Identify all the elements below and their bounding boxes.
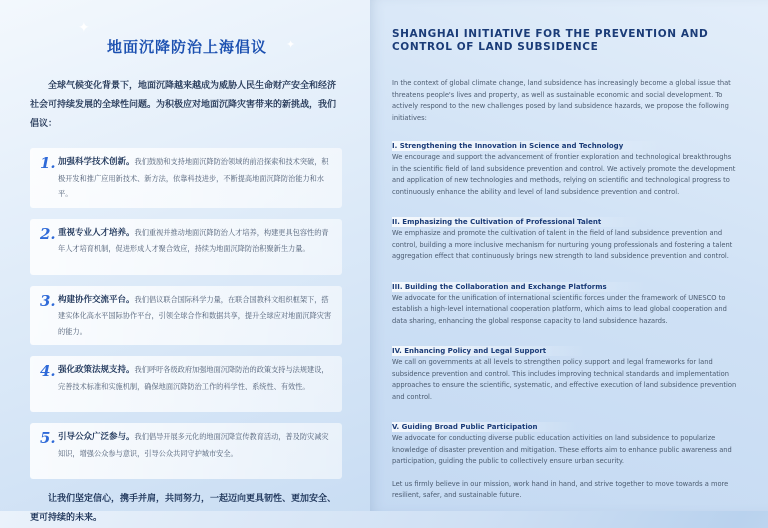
item-text xyxy=(58,225,332,257)
section-heading: II. Emphasizing the Cultivation of Professional Talent xyxy=(392,217,641,227)
section-heading: IV. Enhancing Policy and Legal Support xyxy=(392,346,586,356)
intro-paragraph-en: In the context of global climate change, land subsidence has increasingly become a global issue that threatens people's lives and property, as well as sustainable economic and social development. To actively respond to the new challenges posed by land subsidence hazards, we propose the following initiatives: xyxy=(392,79,731,122)
item-body: 我们倡议联合国际科学力量，在联合国教科文组织框架下，搭建实体化高水平国际协作平台，引领全球合作和数据共享，提升全球应对地面沉降灾害的能力。 xyxy=(58,294,332,336)
initiative-card xyxy=(30,148,342,208)
sparkle-icon: ✦ xyxy=(286,38,296,51)
item-body: 我们倡导开展多元化的地面沉降宣传教育活动，普及防灾减灾知识，增强公众参与意识，引导公众共同守护城市安全。 xyxy=(58,432,329,458)
initiative-card xyxy=(30,423,342,479)
closing-paragraph-cn: 让我们坚定信心，携手并肩，共同努力，一起迈向更具韧性、更加安全、更可持续的未来。 xyxy=(30,494,337,523)
item-body: 我们鼓励和支持地面沉降防治领域的前沿探索和技术突破，积极开发和推广应用新技术、新方法，依靠科技进步，不断提高地面沉降防治能力和水平。 xyxy=(58,157,329,198)
item-text xyxy=(58,292,332,340)
initiative-section xyxy=(392,274,738,328)
intro-paragraph-cn: 全球气候变化背景下，地面沉降越来越成为威胁人民生命财产安全和经济社会可持续发展的全球性问题。为积极应对地面沉降灾害带来的新挑战，我们倡议： xyxy=(30,81,337,129)
section-heading: I. Strengthening the Innovation in Science and Technology xyxy=(392,141,663,151)
section-heading: V. Guiding Broad Public Participation xyxy=(392,422,578,432)
initiative-card xyxy=(30,219,342,275)
item-number: 1. xyxy=(40,154,56,172)
page-title-cn: 地面沉降防治上海倡议 xyxy=(106,38,267,56)
item-body: 我们重视并推动地面沉降防治人才培养，构建更具包容性的青年人才培育机制，促进形成人才聚合效应，持续为地面沉降防治积聚新生力量。 xyxy=(58,227,329,253)
item-number: 5. xyxy=(40,429,56,447)
item-heading: 构建协作交流平台。 xyxy=(58,294,135,305)
item-number: 2. xyxy=(40,224,56,243)
item-body: 我们呼吁各级政府加强地面沉降防治的政策支持与法规建设，完善技术标准和实施机制，确保地面沉降防治工作的科学性、系统性、有效性。 xyxy=(58,365,329,391)
item-heading: 加强科学技术创新。 xyxy=(58,157,135,167)
initiative-list-en xyxy=(392,133,738,468)
initiative-section xyxy=(392,209,738,263)
item-heading: 强化政策法规支持。 xyxy=(58,365,135,375)
english-page xyxy=(370,0,768,511)
section-heading: III. Building the Collaboration and Exchange Platforms xyxy=(392,282,647,292)
item-number: 4. xyxy=(40,362,56,380)
section-body: We call on governments at all levels to strengthen policy support and legal frameworks for land subsidence prevention and control. This includes improving technical standards and implementation approaches to ensure the scientific, systematic, and effective execution of land subsidence prevention and control. xyxy=(392,358,737,401)
chinese-page xyxy=(0,0,370,523)
item-text xyxy=(58,429,332,461)
closing-paragraph-en: Let us firmly believe in our mission, work hand in hand, and strive together to move towards a more resilient, safer, and sustainable future. xyxy=(392,479,729,499)
initiative-card xyxy=(30,286,342,346)
initiative-list-cn xyxy=(30,148,344,479)
item-heading: 重视专业人才培养。 xyxy=(58,227,135,238)
sparkle-icon: ✦ xyxy=(78,20,90,36)
initiative-section xyxy=(392,414,738,468)
section-body: We advocate for the unification of international scientific forces under the framework of UNESCO to establish a high-level international cooperation platform, which aims to lead global cooperation and data sharing, enhancing the global response capacity to land subsidence hazards. xyxy=(392,293,727,325)
page-title-en xyxy=(392,28,738,54)
initiative-card xyxy=(30,356,342,412)
item-text xyxy=(58,154,332,202)
item-number: 3. xyxy=(40,291,56,310)
initiative-section xyxy=(392,338,738,403)
section-body: We emphasize and promote the cultivation of talent in the field of land subsidence prevention and control, building a more inclusive mechanism for nurturing young professionals and fostering a talent aggregation effect that continuously brings new strength to land subsidence prevention and control. xyxy=(392,229,733,260)
item-text xyxy=(58,362,332,394)
initiative-section xyxy=(392,133,738,198)
item-heading: 引导公众广泛参与。 xyxy=(58,432,135,442)
title-line-1: SHANGHAI INITIATIVE FOR THE PREVENTION AND xyxy=(392,28,709,40)
section-body: We advocate for conducting diverse public education activities on land subsidence to popularize knowledge of disaster prevention and mitigation. These efforts aim to enhance public awareness and participation, guiding the public to collectively ensure urban security. xyxy=(392,434,732,465)
title-line-2: CONTROL OF LAND SUBSIDENCE xyxy=(392,41,599,53)
section-body: We encourage and support the advancement of frontier exploration and technological breakthroughs in the scientific field of land subsidence prevention and control. We actively promote the development and application of new technologies and methods, relying on scientific and technological progress to continuously enhance the ability and level of land subsidence prevention and control. xyxy=(392,153,736,196)
